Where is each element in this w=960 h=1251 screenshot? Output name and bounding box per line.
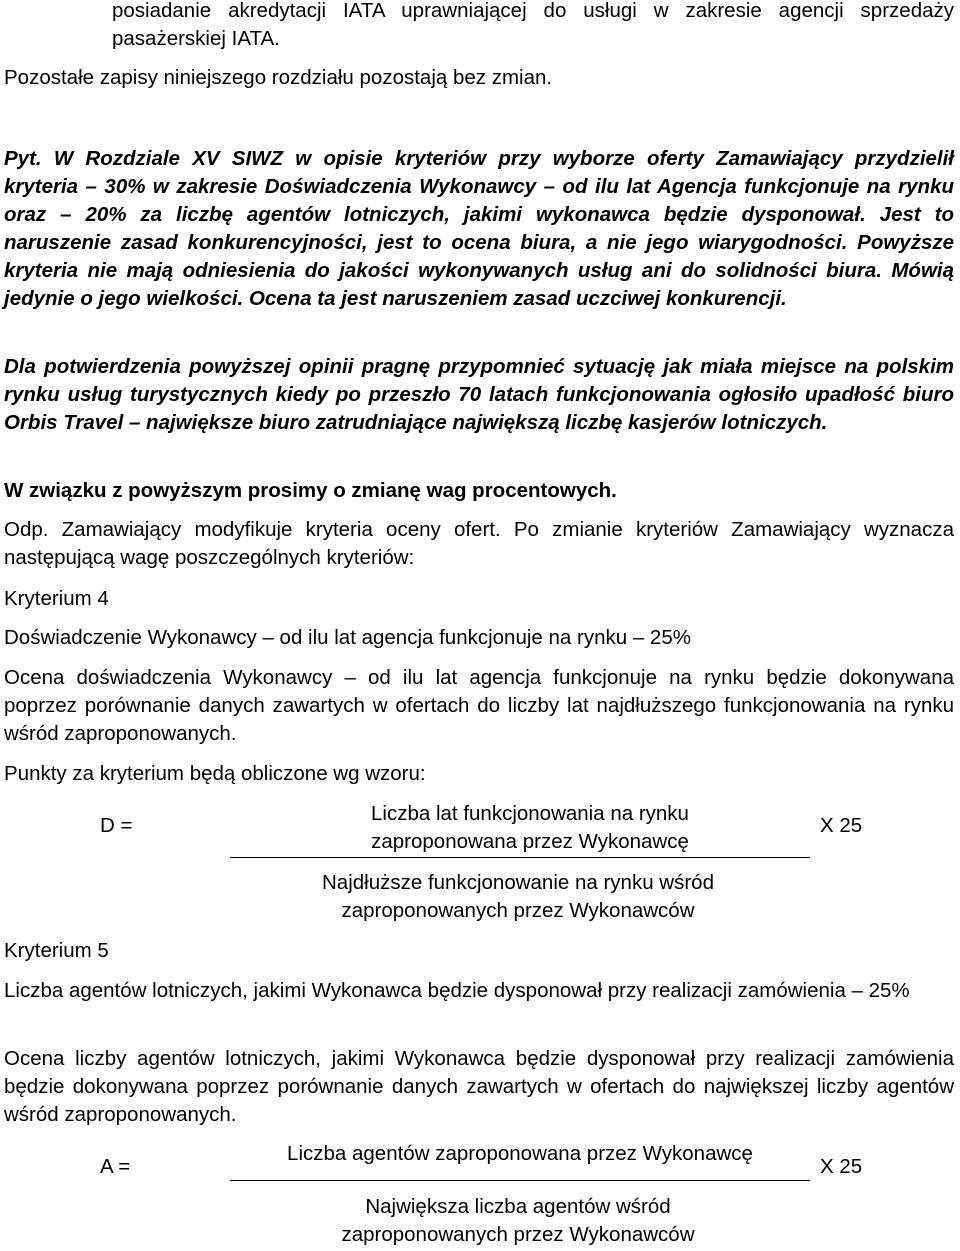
formula-a-multiplier: X 25 [820, 1155, 863, 1178]
criterion-4-description: Ocena doświadczenia Wykonawcy – od ilu lat agencja funkcjonuje na rynku będzie dokonywana poprzez porównanie danych zawartych w ofertach do liczby lat najdłuższego funkcjonowania na rynku wśród zaproponowanych. [4, 666, 954, 745]
formula-a-lhs: A = [100, 1155, 131, 1178]
criterion-5-description: Ocena liczby agentów lotniczych, jakimi Wykonawca będzie dysponował przy realizacji zamówienia będzie dokonywana poprzez porównanie danych zawartych w ofertach do największej liczby agentów wśród zaproponowanych. [4, 1047, 954, 1126]
formula-a-numerator-line-1: Liczba agentów zaproponowana przez Wykonawcę [287, 1142, 753, 1165]
criterion-5-heading: Kryterium 5 [4, 939, 109, 962]
formula-a-fraction-bar [230, 1180, 810, 1181]
criterion-4-formula-intro: Punkty za kryterium będą obliczone wg wzoru: [4, 762, 426, 785]
formula-d-fraction-bar [230, 857, 810, 858]
question-paragraph-3: W związku z powyższym prosimy o zmianę wag procentowych. [4, 479, 617, 502]
criterion-4-title: Doświadczenie Wykonawcy – od ilu lat agencja funkcjonuje na rynku – 25% [4, 626, 691, 649]
formula-d-denominator-line-1: Najdłuższe funkcjonowanie na rynku wśród [322, 871, 714, 894]
answer-paragraph: Odp. Zamawiający modyfikuje kryteria oceny ofert. Po zmianie kryteriów Zamawiający wyznacza następującą wagę poszczególnych kryteriów: [4, 518, 954, 569]
formula-d-lhs: D = [100, 814, 133, 837]
criterion-5-title: Liczba agentów lotniczych, jakimi Wykonawca będzie dysponował przy realizacji zamówienia – 25% [4, 979, 910, 1002]
remaining-records-note: Pozostałe zapisy niniejszego rozdziału pozostają bez zmian. [4, 66, 553, 89]
formula-d-denominator-line-2: zaproponowanych przez Wykonawców [341, 899, 695, 922]
formula-d-multiplier: X 25 [820, 814, 863, 837]
question-paragraph-1: Pyt. W Rozdziale XV SIWZ w opisie kryteriów przy wyborze oferty Zamawiający przydzielił kryteria – 30% w zakresie Doświadczenia Wykonawcy – od ilu lat Agencja funkcjonuje na rynku oraz – 20% za liczbę agentów lotniczych, jakimi wykonawca będzie dysponował. Jest to naruszenie zasad konkurencyjności, jest to ocena biura, a nie jego wiarygodności. Powyższe kryteria nie mają odniesienia do jakości wykonywanych usług ani do solidności biura. Mówią jedynie o jego wielkości. Ocena ta jest naruszeniem zasad uczciwej konkurencji. [4, 147, 954, 310]
formula-d-numerator-line-1: Liczba lat funkcjonowania na rynku [371, 802, 689, 825]
formula-a-denominator-line-1: Największa liczba agentów wśród [365, 1195, 671, 1218]
criterion-4-heading: Kryterium 4 [4, 587, 109, 610]
formula-d-numerator-line-2: zaproponowana przez Wykonawcę [371, 830, 689, 853]
question-paragraph-2: Dla potwierdzenia powyższej opinii pragnę przypomnieć sytuację jak miała miejsce na polskim rynku usług turystycznych kiedy po przeszło 70 latach funkcjonowania ogłosiło upadłość biuro Orbis Travel – największe biuro zatrudniające największą liczbę kasjerów lotniczych. [4, 355, 954, 434]
intro-continuation: posiadanie akredytacji IATA uprawniającej do usługi w zakresie agencji sprzedaży pasażerskiej IATA. [112, 0, 954, 50]
formula-a-denominator-line-2: zaproponowanych przez Wykonawców [341, 1223, 695, 1246]
